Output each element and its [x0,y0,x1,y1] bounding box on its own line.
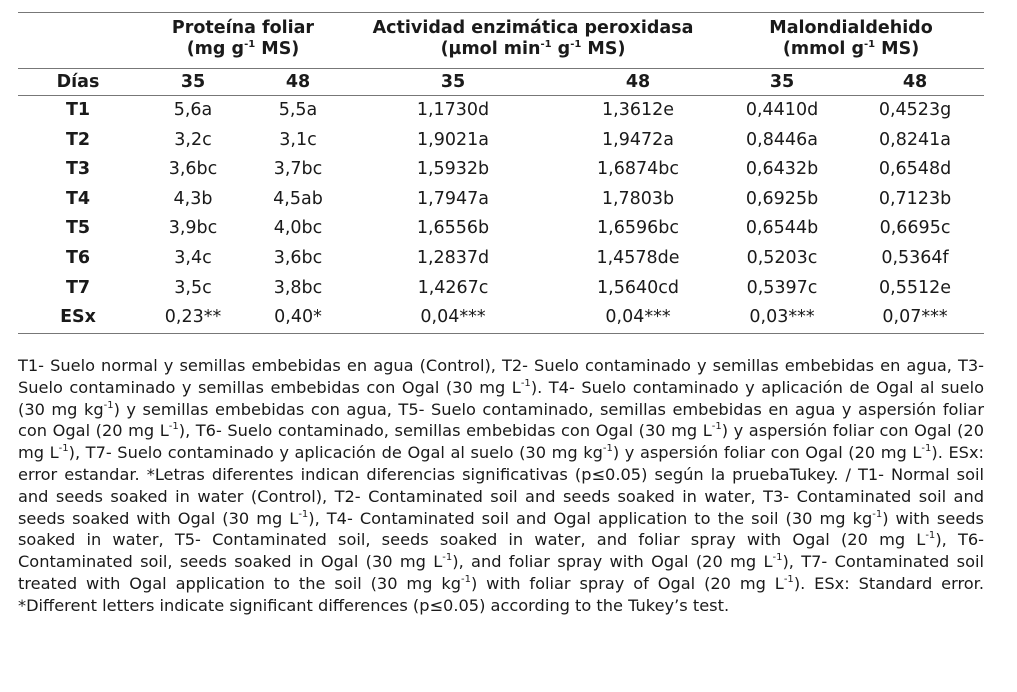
table-cell: 3,6bc [168,159,218,180]
footnote-superscript: -1 [442,552,453,564]
table-row [18,155,984,185]
footnote-superscript: -1 [772,552,783,564]
table-cell: 3,9bc [168,218,218,239]
footnote-text: T1- Suelo normal y semillas embebidas en agua (Control), T2- Suelo contaminado y semillas embebidas en agua, T3- Suelo contaminado y semillas embebidas con Ogal (30 mg L [18,356,984,397]
table-cell: 5,5a [278,100,318,120]
days-label: Días [18,69,138,96]
table-cell: 4,3b [173,188,213,209]
header-protein [138,13,348,69]
table-cell: 1,6596bc [597,218,679,239]
footnote-superscript: -1 [711,421,722,433]
footnote-superscript: -1 [783,573,794,585]
table-cell: 0,4410d [745,100,819,120]
footnote-text: ), T4- Contaminated soil and Ogal application to the soil (30 mg kg [308,508,873,528]
results-table-container [18,12,984,334]
table-row [18,244,984,274]
footnote-text: ), T6- Suelo contaminado, semillas embebidas con Ogal (30 mg L [178,421,712,441]
table-cell: 0,4523g [878,100,952,120]
footnote-text: ) y aspersión foliar con Ogal (20 mg L [18,421,984,463]
table-cell: 5,6a [173,100,213,120]
table-cell: 3,2c [174,129,212,150]
day-header: 48 [846,69,984,96]
table-cell: 1,4267c [417,277,489,298]
footnote-superscript: -1 [298,508,309,520]
footnote-text: ). ESx: Standard error. *Different letters indicate significant differences (p≤0.05) according to the Tukey’s test. [18,573,984,615]
corner-cell [18,13,138,69]
header-mda-unit-sup: -1 [863,39,876,50]
table-row [18,303,984,333]
header-peroxidase-unit-sup2: -1 [570,39,582,50]
footnote-superscript: -1 [460,573,471,585]
table-cell: 0,5512e [879,277,952,298]
footnote-text: ), T7- Contaminated soil treated with Ogal application to the soil (30 mg kg [18,552,984,593]
table-cell: 0,07*** [882,307,948,328]
header-mda-title: Malondialdehido [769,18,933,38]
table-footnote [18,355,984,617]
table-row [18,274,984,304]
table-row [18,96,984,126]
footnote-text: ). ESx: error estandar. *Letras diferentes indican diferencias significativas (p≤0.05) según la pruebaTukey. / T1- Normal soil and seeds soaked in water (Control), T2- Contaminated soil and seeds soaked in water, T3- Contaminated soil and seeds soaked with Ogal (30 mg L [18,443,984,528]
table-cell: 3,6bc [273,247,323,268]
table-cell: 0,8446a [746,129,818,150]
row-label: T3 [65,159,91,180]
footnote-text: ) y semillas embebidas con agua, T5- Suelo contaminado, semillas embebidas en agua y aspersión foliar con Ogal (20 mg L [18,399,984,441]
header-protein-title: Proteína foliar [171,18,315,38]
footnote-text: ) with seeds soaked in water, T5- Contaminated soil, seeds soaked in water, and foliar spray with Ogal (20 mg L [18,508,984,550]
row-label: T7 [65,277,91,298]
table-cell: 1,7947a [417,188,489,209]
day-header: 48 [248,69,348,96]
table-cell: 1,6874bc [597,159,679,180]
header-protein-unit-sup: -1 [244,39,256,50]
table-cell: 1,9472a [602,129,674,150]
days-header-row [18,69,984,96]
table-cell: 0,6544b [745,218,819,239]
table-cell: 0,03*** [749,307,815,328]
table-cell: 3,7bc [273,159,323,180]
footnote-superscript: -1 [520,377,531,389]
table-row [18,214,984,244]
table-cell: 3,5c [174,277,212,298]
table-cell: 4,0bc [273,218,323,239]
table-cell: 0,6432b [745,159,819,180]
footnote-text: ) with foliar spray of Ogal (20 mg L [470,573,784,593]
table-cell: 0,40* [274,307,322,328]
header-protein-unit-post: MS) [255,39,300,59]
table-cell: 1,9021a [417,129,489,150]
header-peroxidase-unit-mid: g [551,39,571,59]
table-cell: 4,5ab [273,188,323,209]
header-peroxidase-unit-pre: (µmol min [440,39,541,59]
header-peroxidase-unit-post: MS) [581,39,626,59]
table-cell: 0,23** [164,307,222,328]
table-cell: 1,2837d [416,247,490,268]
table-cell: 0,6925b [745,188,819,209]
table-cell: 1,5932b [416,159,490,180]
table-cell: 1,4578de [596,247,680,268]
footnote-text: ). T4- Suelo contaminado y aplicación de Ogal al suelo (30 mg kg [18,377,984,419]
table-cell: 1,5640cd [597,277,679,298]
row-label: ESx [60,307,96,328]
table-cell: 1,3612e [602,100,674,120]
header-mda-unit-pre: (mmol g [782,39,864,59]
table-cell: 0,5397c [746,277,818,298]
day-header: 35 [348,69,558,96]
table-cell: 0,8241a [879,129,951,150]
group-header-row [18,13,984,69]
footnote-text: ), T6- Contaminated soil, seeds soaked in Ogal (30 mg L [18,530,984,572]
row-label: T1 [65,100,91,120]
day-header: 35 [138,69,248,96]
header-mda [718,13,984,69]
day-header: 48 [558,69,718,96]
table-cell: 0,6695c [879,218,951,239]
footnote-superscript: -1 [103,399,114,411]
table-cell: 3,8bc [273,277,323,298]
table-cell: 1,6556b [416,218,490,239]
table-cell: 0,5364f [881,247,949,268]
header-peroxidase-unit-sup1: -1 [540,39,552,50]
table-cell: 0,6548d [878,159,952,180]
footnote-text: ) y aspersión foliar con Ogal (20 mg L [612,443,922,463]
footnote-superscript: -1 [921,443,932,455]
footnote-superscript: -1 [872,508,883,520]
footnote-superscript: -1 [168,421,179,433]
row-label: T6 [65,247,91,268]
footnote-text: ), T7- Suelo contaminado y aplicación de Ogal al suelo (30 mg kg [68,443,603,463]
table-row [18,185,984,215]
footnote-superscript: -1 [602,443,613,455]
row-label: T4 [65,188,91,209]
table-cell: 1,1730d [416,100,490,120]
header-protein-unit-pre: (mg g [186,39,245,59]
table-row [18,126,984,156]
results-table [18,12,984,334]
footnote-superscript: -1 [925,530,936,542]
header-peroxidase [348,13,718,69]
row-label: T5 [65,218,91,239]
table-cell: 1,7803b [601,188,675,209]
row-label: T2 [65,129,91,150]
header-peroxidase-title: Actividad enzimática peroxidasa [372,18,694,38]
day-header: 35 [718,69,846,96]
table-cell: 0,04*** [420,307,486,328]
table-cell: 3,1c [279,129,317,150]
table-cell: 0,7123b [878,188,952,209]
footnote-text: ), and foliar spray with Ogal (20 mg L [452,552,773,572]
header-mda-unit-post: MS) [875,39,920,59]
table-cell: 0,04*** [605,307,671,328]
footnote-superscript: -1 [58,443,69,455]
table-cell: 0,5203c [746,247,818,268]
table-cell: 3,4c [174,247,212,268]
